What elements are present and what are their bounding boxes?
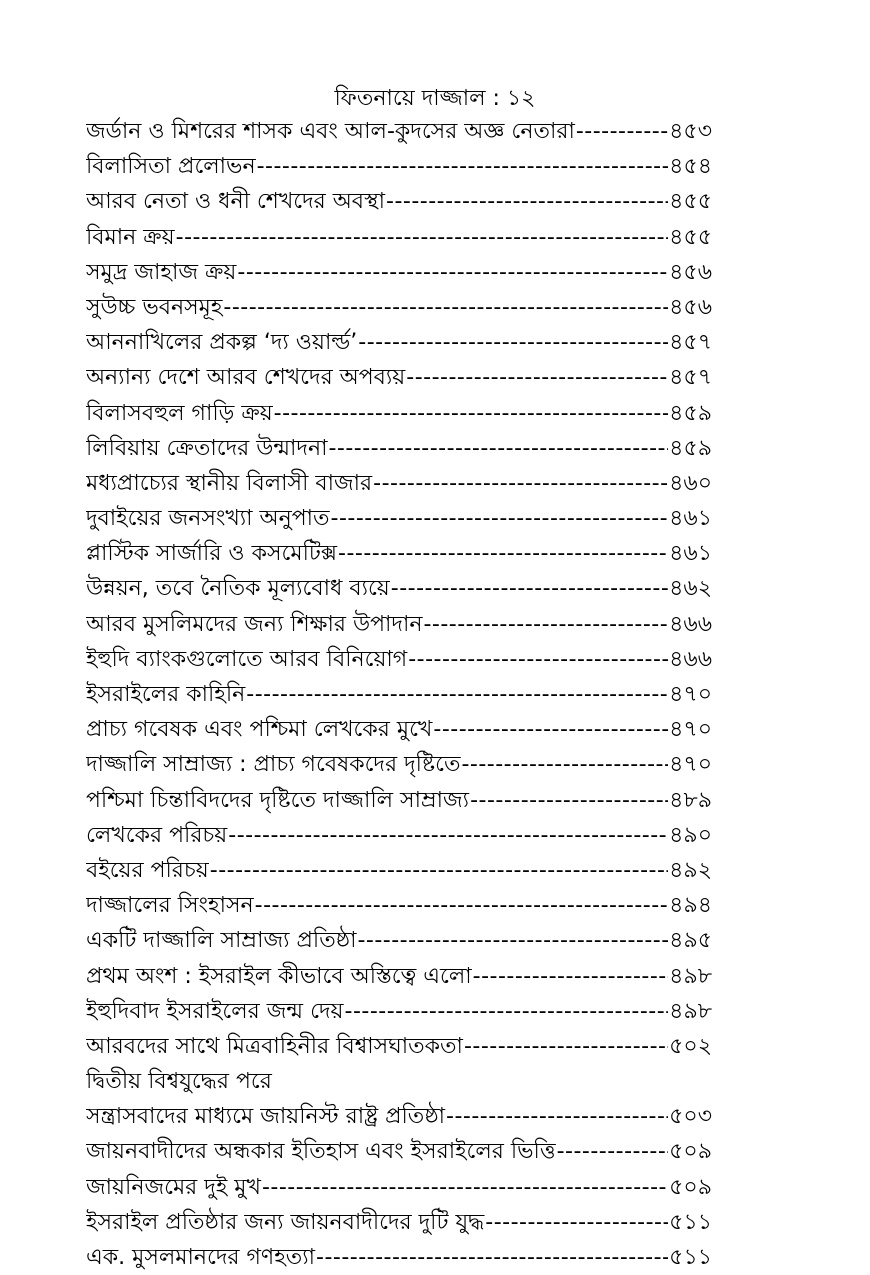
- toc-entry-page: ৪৯০: [669, 822, 712, 848]
- toc-entry-page: ৪৫৫: [669, 189, 712, 215]
- dot-leader: [345, 994, 669, 1029]
- dot-leader: [386, 184, 668, 219]
- toc-entry: [86, 501, 712, 536]
- toc-entry-page: ৪৭০: [669, 752, 712, 778]
- toc-entry-page: ৫১১: [669, 1209, 712, 1235]
- dot-leader: [423, 607, 668, 642]
- toc-entry-page: ৪৫৫: [669, 224, 712, 250]
- dot-leader: [464, 1029, 668, 1064]
- toc-entry: [86, 642, 712, 677]
- toc-entry-page: ৪৬১: [669, 541, 712, 567]
- toc-entry-page: ৪৫৯: [669, 435, 712, 461]
- dot-leader: [331, 501, 669, 536]
- toc-entry: [86, 1205, 712, 1240]
- toc-entry-page: ৪৫৭: [669, 365, 712, 391]
- toc-entry-title: এক. মুসলমানদের গণহত্যা: [86, 1245, 316, 1270]
- dot-leader: [446, 1099, 668, 1134]
- toc-entry: [86, 677, 712, 712]
- toc-entry-title: আরবদের সাথে মিত্রবাহিনীর বিশ্বাসঘাতকতা: [86, 1033, 463, 1059]
- toc-entry-title: প্রথম অংশ : ইসরাইল কীভাবে অস্তিত্বে এলো: [86, 963, 472, 989]
- toc-entry: [86, 747, 712, 782]
- toc-entry: [86, 431, 712, 466]
- toc-entry: [86, 220, 712, 255]
- toc-entry: [86, 994, 712, 1029]
- dot-leader: [358, 325, 668, 360]
- toc-entry: [86, 1134, 712, 1169]
- toc-entry: [86, 923, 712, 958]
- toc-entry-title: লিবিয়ায় ক্রেতাদের উন্মাদনা: [86, 435, 328, 461]
- toc-entry-page: ৪৫৭: [669, 330, 712, 356]
- toc-entry-title: প্লাস্টিক সার্জারি ও কসমেটিক্স: [86, 541, 338, 567]
- toc-entry: [86, 290, 712, 325]
- dot-leader: [461, 747, 668, 782]
- toc-entry-page: ৪৬০: [669, 470, 712, 496]
- dot-leader: [338, 536, 668, 571]
- toc-entry-page: ৪৫৩: [669, 119, 712, 144]
- toc-entry-title: অন্যান্য দেশে আরব শেখদের অপব্যয়: [86, 365, 406, 391]
- toc-entry: [86, 114, 712, 149]
- toc-entry-title: ইসরাইল প্রতিষ্ঠার জন্য জায়নবাদীদের দুটি যুদ্ধ: [86, 1209, 485, 1235]
- toc-entry: [86, 959, 712, 994]
- toc-entry: [86, 888, 712, 923]
- toc-entry-title: ইহুদিবাদ ইসরাইলের জন্ম দেয়: [86, 998, 344, 1024]
- toc-entry-page: ৫১১: [669, 1245, 712, 1270]
- toc-entry-title: ইসরাইলের কাহিনি: [86, 682, 246, 707]
- dot-leader: [473, 959, 669, 994]
- toc-entry-page: ৪৬৬: [669, 646, 712, 672]
- toc-entry: [86, 325, 712, 360]
- dot-leader: [223, 290, 668, 325]
- toc-entry-page: ৫০৯: [669, 1174, 712, 1200]
- dot-leader: [257, 149, 669, 184]
- toc-entry: [86, 1240, 712, 1275]
- toc-entry-page: ৪৯৮: [669, 998, 712, 1024]
- dot-leader: [391, 571, 668, 606]
- running-header: ফিতনায়ে দাজ্জাল : ১২: [334, 86, 536, 111]
- dot-leader: [237, 255, 668, 290]
- dot-leader: [485, 1205, 668, 1240]
- toc-entry: [86, 712, 712, 747]
- toc-entry: [86, 360, 712, 395]
- toc-entry: [86, 571, 712, 606]
- toc-entry-title: সমুদ্র জাহাজ ক্রয়: [86, 259, 237, 285]
- toc-entry-page: ৪৯৮: [669, 963, 712, 989]
- toc-entry-title: একটি দাজ্জালি সাম্রাজ্য প্রতিষ্ঠা: [86, 928, 357, 954]
- toc-entry-page: ৫০৯: [669, 1139, 712, 1165]
- dot-leader: [210, 853, 668, 888]
- dot-leader: [176, 220, 669, 255]
- toc-entry-title: ইহুদি ব্যাংকগুলোতে আরব বিনিয়োগ: [86, 646, 408, 672]
- toc-entry-title: দুবাইয়ের জনসংখ্যা অনুপাত: [86, 506, 330, 532]
- dot-leader: [408, 642, 668, 677]
- toc-entry-page: ৪৯৫: [669, 928, 712, 954]
- toc-entry-title: সন্ত্রাসবাদের মাধ্যমে জায়নিস্ট রাষ্ট্র প্রতিষ্ঠা: [86, 1104, 446, 1130]
- toc-entry: [86, 536, 712, 571]
- toc-entry-page: ৪৬৬: [669, 611, 712, 637]
- toc-entry: [86, 396, 712, 431]
- toc-entry-title: দাজ্জালি সাম্রাজ্য : প্রাচ্য গবেষকদের দৃষ্টিতে: [86, 752, 461, 778]
- toc-entry: [86, 1064, 712, 1099]
- toc-entry-title: বিলাসিতা প্রলোভন: [86, 154, 256, 180]
- toc-entry-title: বইয়ের পরিচয়: [86, 857, 209, 883]
- dot-leader: [255, 888, 669, 923]
- toc-entry: [86, 783, 712, 818]
- toc-entry-title: বিলাসবহুল গাড়ি ক্রয়: [86, 400, 273, 426]
- dot-leader: [228, 818, 668, 853]
- toc-entry-title: লেখকের পরিচয়: [86, 822, 228, 848]
- toc-entry: [86, 184, 712, 219]
- toc-entry: [86, 1099, 712, 1134]
- toc-entry: [86, 818, 712, 853]
- toc-entry-title: বিমান ক্রয়: [86, 224, 175, 250]
- toc-entry-title: সুউচ্চ ভবনসমূহ: [86, 294, 223, 320]
- toc-entry-page: ৪৭০: [669, 682, 712, 707]
- toc-entry-page: ৪৮৯: [669, 787, 712, 813]
- toc-entry-title: আননাখিলের প্রকল্প ‘দ্য ওয়ার্ল্ড’: [86, 330, 358, 356]
- toc-entry-title: দ্বিতীয় বিশ্বযুদ্ধের পরে: [86, 1069, 272, 1095]
- toc-entry-page: ৪৫৯: [669, 400, 712, 426]
- toc-entry-title: আরব নেতা ও ধনী শেখদের অবস্থা: [86, 189, 385, 215]
- toc-entry-page: ৪৯২: [669, 857, 712, 883]
- toc-entry-title: উন্নয়ন, তবে নৈতিক মূল্যবোধ ব্যয়ে: [86, 576, 390, 602]
- toc-entry-title: দাজ্জালের সিংহাসন: [86, 893, 254, 919]
- dot-leader: [373, 466, 668, 501]
- toc-entry-title: জায়নবাদীদের অন্ধকার ইতিহাস এবং ইসরাইলের ভিত্তি: [86, 1139, 556, 1165]
- dot-leader: [576, 114, 668, 149]
- toc-entry: [86, 853, 712, 888]
- toc-entry: [86, 1029, 712, 1064]
- toc-entry-title: প্রাচ্য গবেষক এবং পশ্চিমা লেখকের মুখে: [86, 717, 433, 743]
- toc-entry-title: পশ্চিমা চিন্তাবিদদের দৃষ্টিতে দাজ্জালি সাম্রাজ্য: [86, 787, 470, 813]
- dot-leader: [274, 396, 669, 431]
- toc-entry-title: জর্ডান ও মিশরের শাসক এবং আল-কুদসের অজ্ঞ নেতারা: [86, 119, 575, 144]
- toc-entry: [86, 1170, 712, 1205]
- dot-leader: [433, 712, 668, 747]
- toc-entry-title: জায়নিজমের দুই মুখ: [86, 1174, 261, 1200]
- toc-entry: [86, 255, 712, 290]
- toc-entry: [86, 149, 712, 184]
- toc-entry-page: ৪৫৬: [669, 294, 712, 320]
- toc-entry-page: ৪৬২: [669, 576, 712, 602]
- dot-leader: [406, 360, 668, 395]
- toc-entry-page: ৪৭০: [669, 717, 712, 743]
- dot-leader: [470, 783, 668, 818]
- toc-entry: [86, 466, 712, 501]
- dot-leader: [246, 677, 668, 712]
- toc-entry-page: ৪৯৪: [669, 893, 712, 919]
- toc-entry-page: ৪৫৪: [669, 154, 712, 180]
- dot-leader: [262, 1170, 668, 1205]
- toc-entry-page: ৫০৩: [669, 1104, 712, 1130]
- dot-leader: [328, 431, 668, 466]
- toc-entry-title: আরব মুসলিমদের জন্য শিক্ষার উপাদান: [86, 611, 423, 637]
- dot-leader: [316, 1240, 668, 1275]
- toc-entry-page: ৪৫৬: [669, 259, 712, 285]
- dot-leader: [357, 923, 668, 958]
- toc-entry-page: ৪৬১: [669, 506, 712, 532]
- toc-entry-page: ৫০২: [669, 1033, 712, 1059]
- dot-leader: [557, 1134, 669, 1169]
- toc-entry-title: মধ্যপ্রাচ্যের স্থানীয় বিলাসী বাজার: [86, 470, 373, 496]
- table-of-contents: [86, 114, 712, 1275]
- toc-entry: [86, 607, 712, 642]
